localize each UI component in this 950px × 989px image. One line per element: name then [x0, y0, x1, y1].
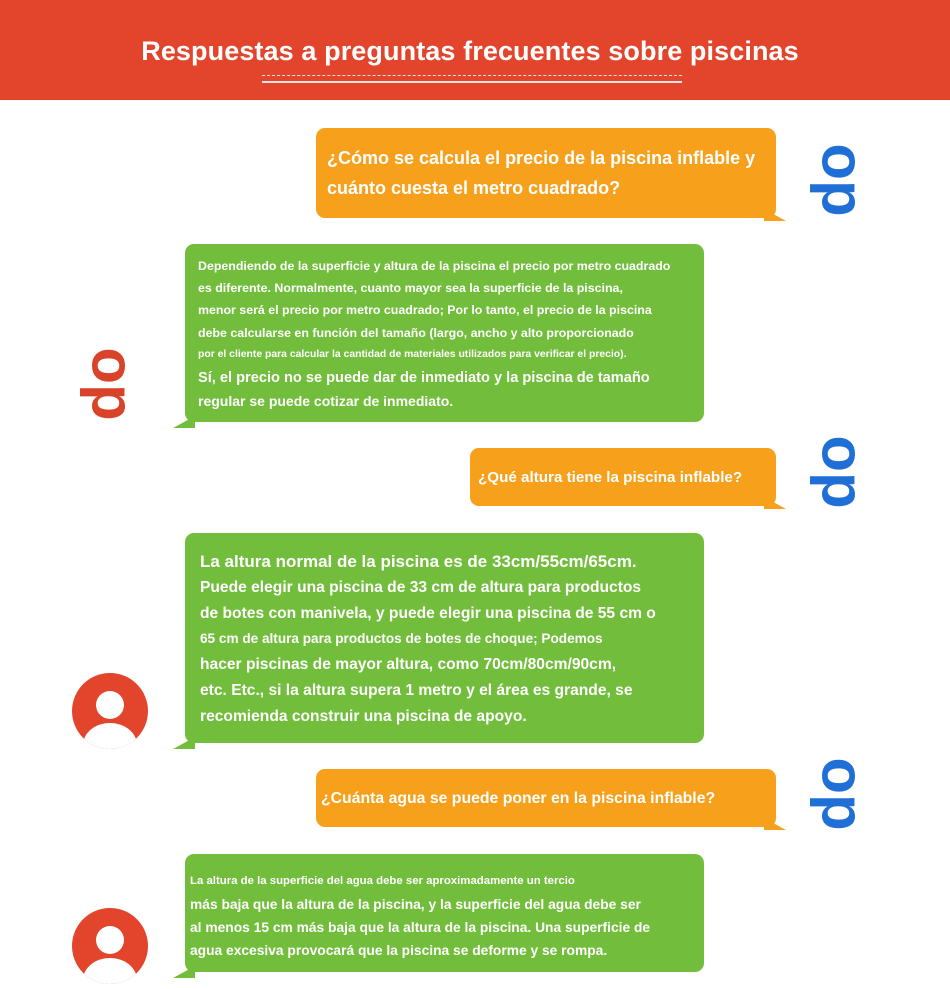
answer-bubble-height	[185, 533, 704, 743]
message-line: cuánto cuesta el metro cuadrado?	[327, 178, 621, 198]
message-line: La altura de la superficie del agua debe ser aproximadamente un tercio	[190, 875, 575, 887]
user-avatar-icon	[72, 673, 148, 749]
avatar-head	[96, 926, 124, 954]
header-banner	[0, 0, 950, 100]
message-line: 65 cm de altura para productos de botes de choque; Podemos	[200, 631, 603, 647]
op-logo-icon: op	[79, 347, 147, 421]
message-line: La altura normal de la piscina es de 33cm/55cm/65cm.	[200, 552, 637, 571]
message-line: de botes con manivela, y puede elegir una piscina de 55 cm o	[200, 604, 656, 622]
message-line: etc. Etc., si la altura supera 1 metro y el área es grande, se	[200, 681, 633, 699]
op-logo-icon: op	[809, 757, 877, 831]
user-avatar-icon	[72, 908, 148, 984]
message-line: agua excesiva provocará que la piscina se deforme y se rompa.	[190, 943, 608, 958]
message-line: al menos 15 cm más baja que la altura de la piscina. Una superficie de	[190, 920, 651, 935]
avatar-head	[96, 691, 124, 719]
message-line: más baja que la altura de la piscina, y la superficie del agua debe ser	[190, 897, 641, 912]
message-line: por el cliente para calcular la cantidad de materiales utilizados para verificar el precio).	[198, 348, 627, 360]
message-line: debe calcularse en función del tamaño (largo, ancho y alto proporcionado	[198, 325, 634, 340]
message-line: ¿Cuánta agua se puede poner en la piscina inflable?	[321, 790, 716, 807]
message-line: menor será el precio por metro cuadrado; Por lo tanto, el precio de la piscina	[198, 303, 652, 318]
message-line: Sí, el precio no se puede dar de inmediato y la piscina de tamaño	[198, 370, 650, 387]
message-line: regular se puede cotizar de inmediato.	[198, 393, 454, 410]
answer-bubble-price	[185, 244, 704, 422]
op-logo-icon: op	[809, 435, 877, 509]
page-title: Respuestas a preguntas frecuentes sobre piscinas	[141, 36, 799, 66]
message-line: ¿Cómo se calcula el precio de la piscina inflable y	[327, 148, 756, 168]
question-bubble-water	[316, 769, 776, 827]
avatar-body	[83, 723, 137, 749]
title-underline	[262, 75, 682, 83]
message-line: hacer piscinas de mayor altura, como 70cm/80cm/90cm,	[200, 656, 617, 674]
message-line: ¿Qué altura tiene la piscina inflable?	[478, 469, 743, 486]
message-line: Dependiendo de la superficie y altura de la piscina el precio por metro cuadrado	[198, 259, 671, 273]
question-bubble-price	[316, 128, 776, 218]
message-line: Puede elegir una piscina de 33 cm de altura para productos	[200, 578, 642, 596]
message-line: recomienda construir una piscina de apoyo.	[200, 707, 527, 725]
op-logo-icon: op	[809, 143, 877, 217]
answer-bubble-water	[185, 854, 704, 972]
message-line: es diferente. Normalmente, cuanto mayor sea la superficie de la piscina,	[198, 281, 623, 296]
question-bubble-height	[470, 448, 776, 506]
avatar-body	[83, 958, 137, 984]
